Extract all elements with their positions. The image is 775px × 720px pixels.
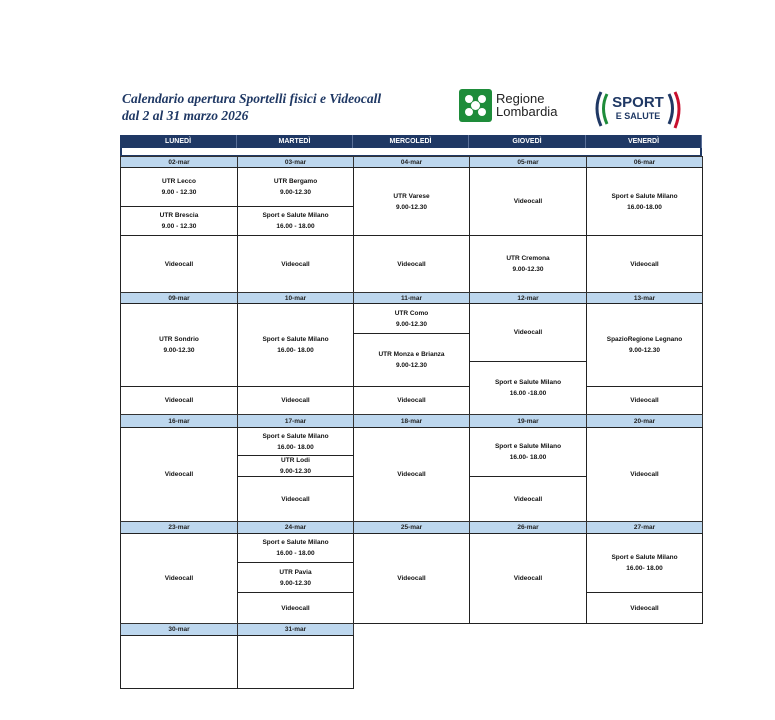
slot-hours: 16.00 -18.00 <box>509 390 547 397</box>
sport-e-salute-logo <box>593 88 683 132</box>
slot-place: Videocall <box>281 260 310 268</box>
slot-place: Sport e Salute Milano <box>262 539 329 546</box>
slot-cell <box>469 427 587 477</box>
slot-place: Videocall <box>164 575 194 582</box>
slot-cell <box>586 235 703 293</box>
slot-hours: 16.00- 18.00 <box>277 347 314 354</box>
slot-place: Videocall <box>281 397 310 404</box>
slot-place: Videocall <box>630 397 659 404</box>
date-cell: 11-mar <box>353 292 470 304</box>
slot-place: Videocall <box>397 397 426 404</box>
regione-text: Regione <box>496 91 545 106</box>
slot-hours: 16.00- 18.00 <box>626 565 663 572</box>
slot-cell <box>237 562 354 593</box>
slot-hours: 16.00- 18.00 <box>509 454 547 461</box>
slot-place: Videocall <box>281 604 310 612</box>
slot-place: UTR Lecco <box>162 178 196 185</box>
date-cell: 18-mar <box>353 414 470 428</box>
slot-place: Sport e Salute Milano <box>611 192 678 200</box>
slot-hours: 9.00-12.30 <box>395 320 428 328</box>
slot-cell <box>237 592 354 624</box>
slot-cell <box>237 533 354 563</box>
date-cell: 25-mar <box>353 521 470 534</box>
slot-place: UTR Como <box>394 309 429 317</box>
date-cell: 12-mar <box>469 292 587 304</box>
title-line-2: dal 2 al 31 marzo 2026 <box>122 108 249 123</box>
date-cell: 31-mar <box>237 623 354 636</box>
slot-hours: 9.00 - 12.30 <box>161 189 197 196</box>
date-cell: 17-mar <box>237 414 354 428</box>
slot-hours: 16.00- 18.00 <box>277 443 314 451</box>
slot-cell <box>120 167 238 207</box>
date-cell: 16-mar <box>120 414 238 428</box>
date-cell: 04-mar <box>353 156 470 168</box>
slot-place: Videocall <box>513 495 543 503</box>
sport-text: SPORT <box>612 94 664 111</box>
slot-cell <box>469 533 587 624</box>
date-cell: 30-mar <box>120 623 238 636</box>
slot-cell <box>237 206 354 236</box>
slot-cell <box>120 427 238 522</box>
slot-place: Videocall <box>513 198 543 205</box>
slot-cell <box>237 427 354 456</box>
slot-cell <box>469 167 587 236</box>
lombardia-text: Lombardia <box>496 104 558 119</box>
slot-cell <box>237 235 354 293</box>
date-cell: 10-mar <box>237 292 354 304</box>
slot-cell <box>237 635 354 689</box>
slot-place: UTR Pavia <box>279 568 312 576</box>
slot-hours: 16.00 - 18.00 <box>276 550 315 557</box>
slot-cell <box>353 167 470 236</box>
slot-cell <box>586 386 703 415</box>
slot-place: UTR Brescia <box>159 212 199 219</box>
slot-cell <box>237 303 354 387</box>
slot-place: Videocall <box>164 260 194 268</box>
date-cell: 27-mar <box>586 521 703 534</box>
slot-place: Videocall <box>164 471 194 478</box>
slot-place: Videocall <box>513 329 543 336</box>
slot-hours: 9.00-12.30 <box>279 468 312 475</box>
slot-hours: 9.00-12.30 <box>395 203 428 211</box>
slot-place: Videocall <box>397 575 426 582</box>
slot-place: UTR Lodi <box>281 457 310 464</box>
slot-cell <box>120 533 238 624</box>
slot-cell <box>120 303 238 387</box>
date-cell: 24-mar <box>237 521 354 534</box>
slot-place: Videocall <box>281 495 310 503</box>
slot-place: Videocall <box>513 575 543 582</box>
weekday-header: MARTEDÌ <box>237 135 353 148</box>
slot-hours: 9.00-12.30 <box>628 347 661 354</box>
slot-place: Videocall <box>630 471 659 478</box>
date-cell: 06-mar <box>586 156 703 168</box>
regione-lombardia-logo <box>459 89 579 125</box>
slot-cell <box>353 427 470 522</box>
slot-place: Sport e Salute Milano <box>611 554 678 561</box>
slot-place: UTR Monza e Brianza <box>378 351 445 358</box>
slot-cell <box>120 235 238 293</box>
slot-cell <box>120 635 238 689</box>
slot-cell <box>469 235 587 293</box>
weekday-header: GIOVEDÌ <box>469 135 586 148</box>
weekday-header: VENERDÌ <box>586 135 702 148</box>
slot-hours: 16.00 - 18.00 <box>276 223 315 230</box>
slot-hours: 9.00 - 12.30 <box>161 223 197 230</box>
slot-place: UTR Sondrio <box>159 336 199 343</box>
slot-cell <box>237 476 354 522</box>
slot-place: Sport e Salute Milano <box>262 212 329 219</box>
slot-hours: 9.00-12.30 <box>512 266 544 273</box>
date-cell: 13-mar <box>586 292 703 304</box>
slot-place: Sport e Salute Milano <box>494 443 562 450</box>
slot-place: Sport e Salute Milano <box>262 432 329 440</box>
slot-cell <box>469 476 587 522</box>
slot-cell <box>586 592 703 624</box>
slot-place: Videocall <box>397 471 426 478</box>
slot-place: Videocall <box>397 260 426 268</box>
slot-hours: 9.00-12.30 <box>395 362 428 369</box>
slot-cell <box>586 533 703 593</box>
slot-cell <box>586 303 703 387</box>
date-cell: 20-mar <box>586 414 703 428</box>
slot-place: Videocall <box>630 260 659 268</box>
slot-place: UTR Varese <box>393 192 430 200</box>
date-cell: 05-mar <box>469 156 587 168</box>
slot-place: UTR Cremona <box>506 255 550 262</box>
date-cell: 02-mar <box>120 156 238 168</box>
slot-cell <box>237 386 354 415</box>
date-cell: 23-mar <box>120 521 238 534</box>
slot-cell <box>586 167 703 236</box>
slot-cell <box>469 303 587 362</box>
slot-cell <box>353 333 470 387</box>
date-cell: 26-mar <box>469 521 587 534</box>
slot-hours: 9.00-12.30 <box>279 579 312 587</box>
weekday-header: LUNEDÌ <box>120 135 237 148</box>
title-line-1: Calendario apertura Sportelli fisici e Videocall <box>122 91 382 106</box>
slot-cell <box>586 427 703 522</box>
slot-cell <box>469 361 587 415</box>
slot-hours: 9.00-12.30 <box>163 347 195 354</box>
slot-place: Videocall <box>164 397 194 404</box>
weekday-header: MERCOLEDÌ <box>353 135 469 148</box>
slot-place: Videocall <box>630 604 659 612</box>
e-salute-text: E SALUTE <box>615 111 661 121</box>
date-cell: 09-mar <box>120 292 238 304</box>
slot-hours: 16.00-18.00 <box>627 203 662 211</box>
slot-cell <box>237 167 354 207</box>
slot-cell <box>353 533 470 624</box>
slot-hours: 9.00-12.30 <box>279 189 312 196</box>
slot-cell <box>353 303 470 334</box>
slot-cell <box>353 235 470 293</box>
slot-cell <box>237 455 354 477</box>
slot-place: SpazioRegione Legnano <box>606 336 683 343</box>
slot-cell <box>120 206 238 236</box>
rosa-camuna-icon <box>459 89 492 122</box>
slot-place: UTR Bergamo <box>273 178 318 185</box>
slot-place: Sport e Salute Milano <box>494 379 562 386</box>
slot-cell <box>353 386 470 415</box>
date-cell: 03-mar <box>237 156 354 168</box>
date-cell: 19-mar <box>469 414 587 428</box>
slot-cell <box>120 386 238 415</box>
slot-place: Sport e Salute Milano <box>262 336 329 343</box>
